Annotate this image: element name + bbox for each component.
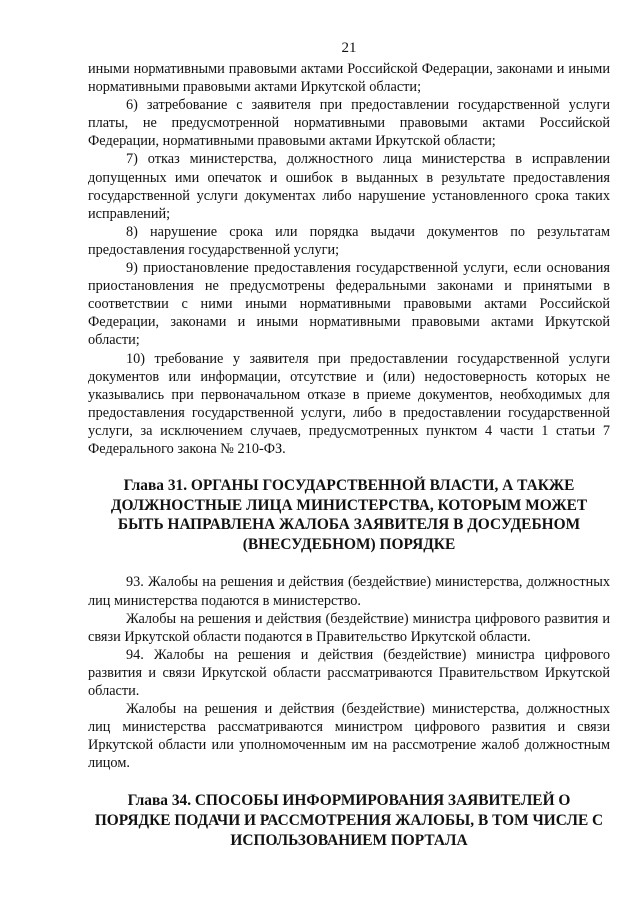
chapter-34-heading: Глава 34. СПОСОБЫ ИНФОРМИРОВАНИЯ ЗАЯВИТЕЛЕЙ О ПОРЯДКЕ ПОДАЧИ И РАССМОТРЕНИЯ ЖАЛОБЫ, В ТОМ ЧИСЛЕ С ИСПОЛЬЗОВАНИЕМ ПОРТАЛА <box>94 792 604 849</box>
paragraph-item-9: 9) приостановление предоставления государственной услуги, если основания приостановления не предусмотрены федеральными законами и принятыми в соответствии с ними иными нормативными правовыми актами Российской Федерации, законами и иными нормативными правовыми актами Иркутской области; <box>88 260 610 349</box>
paragraph-93-complaints-minister: Жалобы на решения и действия (бездействие) министра цифрового развития и связи Иркутской области подаются в Правительство Иркутской области. <box>88 610 610 645</box>
page-number: 21 <box>341 40 357 56</box>
paragraph-continuation: иными нормативными правовыми актами Российской Федерации, законами и иными нормативными правовыми актами Иркутской области; <box>88 61 610 96</box>
paragraph-item-8: 8) нарушение срока или порядка выдачи документов по результатам предоставления государственной услуги; <box>88 223 610 258</box>
paragraph-item-10: 10) требование у заявителя при предоставлении государственной услуги документов или информации, отсутствие и (или) недостоверность которых не указывались при первоначальном отказе в приеме документов, необходимых для предоставления государственной услуги, либо в предоставлении государственной услуги, за исключением случаев, предусмотренных пунктом 4 части 1 статьи 7 Федерального закона № 210-ФЗ. <box>88 350 610 457</box>
spacer <box>88 772 610 791</box>
chapter-31-heading: Глава 31. ОРГАНЫ ГОСУДАРСТВЕННОЙ ВЛАСТИ, А ТАКЖЕ ДОЛЖНОСТНЫЕ ЛИЦА МИНИСТЕРСТВА, КОТОРЫМ МОЖЕТ БЫТЬ НАПРАВЛЕНА ЖАЛОБА ЗАЯВИТЕЛЯ В ДОСУДЕБНОМ (ВНЕСУДЕБНОМ) ПОРЯДКЕ <box>110 477 588 553</box>
paragraph-93: 93. Жалобы на решения и действия (бездействие) министерства, должностных лиц министерства подаются в министерство. <box>88 574 610 609</box>
spacer <box>88 458 610 476</box>
spacer <box>88 554 610 573</box>
paragraph-item-6: 6) затребование с заявителя при предоставлении государственной услуги платы, не предусмотренной нормативными правовыми актами Российской Федерации, нормативными правовыми актами Иркутской области; <box>88 97 610 150</box>
paragraph-item-7: 7) отказ министерства, должностного лица министерства в исправлении допущенных ими опечаток и ошибок в выданных в результате предоставления государственной услуги документах либо нарушение установленного срока таких исправлений; <box>88 151 610 222</box>
paragraph-94-complaints-ministry: Жалобы на решения и действия (бездействие) министерства, должностных лиц министерства рассматриваются министром цифрового развития и связи Иркутской области или уполномоченным им на рассмотрение жалоб должностным лицом. <box>88 701 610 772</box>
paragraph-94: 94. Жалобы на решения и действия (бездействие) министра цифрового развития и связи Иркутской области рассматриваются Правительством Иркутской области. <box>88 646 610 699</box>
